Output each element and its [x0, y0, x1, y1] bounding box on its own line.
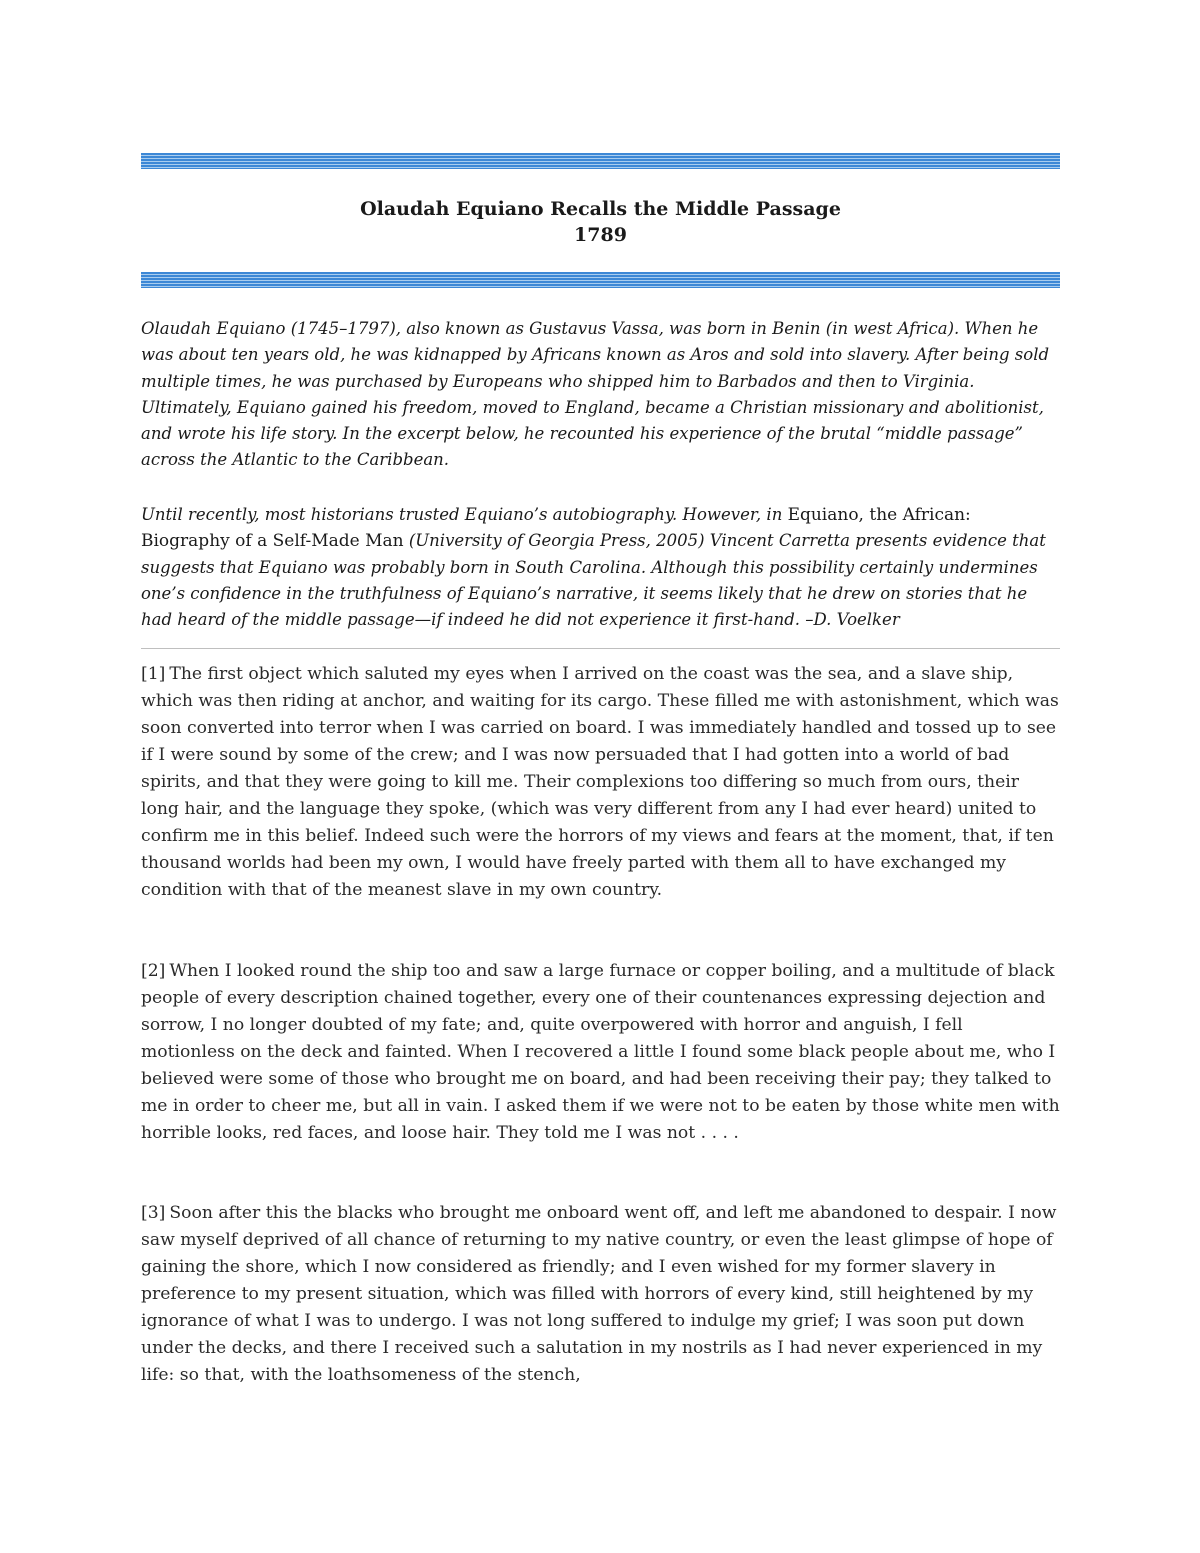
- body-paragraph-3: [141, 1200, 1061, 1389]
- paragraph-number: [2]: [141, 961, 166, 981]
- paragraph-text: The first object which saluted my eyes when I arrived on the coast was the sea, and a slave ship, which was then riding at anchor, and waiting for its cargo. These filled me with astonishment, which was soon converted into terror when I was carried on board. I was immediately handled and tossed up to see if I were sound by some of the crew; and I was now persuaded that I had gotten into a world of bad spirits, and that they were going to kill me. Their complexions too differing so much from ours, their long hair, and the language they spoke, (which was very different from any I had ever heard) united to confirm me in this belief. Indeed such were the horrors of my views and fears at the moment, that, if ten thousand worlds had been my own, I would have freely parted with them all to have exchanged my condition with that of the meanest slave in my own country.: [141, 664, 1059, 900]
- document-title-block: [141, 196, 1060, 248]
- body-paragraph-1: [141, 661, 1061, 904]
- intro-paragraph-2: [141, 502, 1060, 633]
- paragraph-number: [1]: [141, 664, 166, 684]
- decorative-stripe-band-bottom: [141, 272, 1060, 288]
- document-title: Olaudah Equiano Recalls the Middle Passage: [360, 198, 841, 220]
- intro-paragraph-1: Olaudah Equiano (1745–1797), also known as Gustavus Vassa, was born in Benin (in west Africa). When he was about ten years old, he was kidnapped by Africans known as Aros and sold into slavery. After being sold multiple times, he was purchased by Europeans who shipped him to Barbados and then to Virginia. Ultimately, Equiano gained his freedom, moved to England, became a Christian missionary and abolitionist, and wrote his life story. In the excerpt below, he recounted his experience of the brutal “middle passage” across the Atlantic to the Caribbean.: [141, 319, 1050, 470]
- section-divider: [141, 648, 1060, 649]
- intro-text-a: Until recently, most historians trusted Equiano’s autobiography. However, in: [141, 505, 788, 524]
- paragraph-text: When I looked round the ship too and saw a large furnace or copper boiling, and a multitude of black people of every description chained together, every one of their countenances expressing dejection and sorrow, I no longer doubted of my fate; and, quite overpowered with horror and anguish, I fell motionless on the deck and fainted. When I recovered a little I found some black people about me, who I believed were some of those who brought me on board, and had been receiving their pay; they talked to me in order to cheer me, but all in vain. I asked them if we were not to be eaten by those white men with horrible looks, red faces, and loose hair. They told me I was not . . . .: [141, 961, 1060, 1143]
- book-title: Equiano, the African: Biography of a Self-Made Man: [141, 505, 971, 552]
- body-paragraph-2: [141, 958, 1061, 1147]
- intro-text-b: (University of Georgia Press, 2005) Vincent Carretta presents evidence that suggests that Equiano was probably born in South Carolina. Although this possibility certainly undermines one’s confidence in the truthfulness of Equiano’s narrative, it seems likely that he drew on stories that he had heard of the middle passage—if indeed he did not experience it first-hand. –D. Voelker: [141, 531, 1046, 630]
- document-year: 1789: [574, 224, 627, 246]
- decorative-stripe-band-top: [141, 153, 1060, 169]
- paragraph-number: [3]: [141, 1203, 166, 1223]
- paragraph-text: Soon after this the blacks who brought me onboard went off, and left me abandoned to despair. I now saw myself deprived of all chance of returning to my native country, or even the least glimpse of hope of gaining the shore, which I now considered as friendly; and I even wished for my former slavery in preference to my present situation, which was filled with horrors of every kind, still heightened by my ignorance of what I was to undergo. I was not long suffered to indulge my grief; I was soon put down under the decks, and there I received such a salutation in my nostrils as I had never experienced in my life: so that, with the loathsomeness of the stench,: [141, 1203, 1057, 1385]
